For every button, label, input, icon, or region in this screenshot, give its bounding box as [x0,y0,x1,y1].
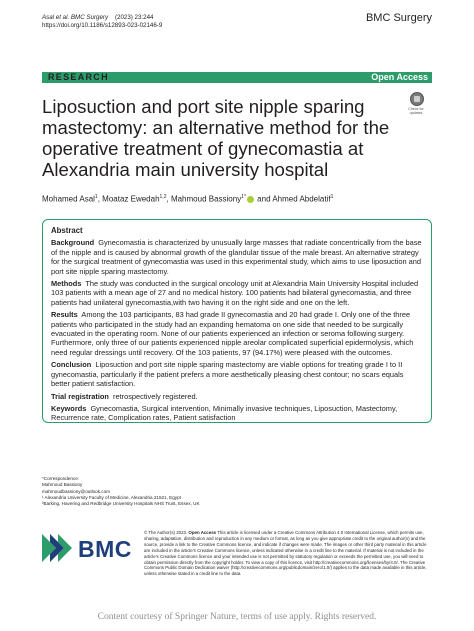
author-list: Mohamed Asal$^1$, Moataz Ewedah$^{1,2}$, Mahmoud Bassiony$^{1*}$ and Ahmed Abdelatif$^1$ [42,194,334,204]
affiliation-1: ¹ Alexandria University Faculty of Medicine, Alexandria 21521, Egypt [42,494,181,500]
section-label: Methods [51,279,82,289]
abstract-methods [51,279,423,307]
abstract-conclusion [51,360,423,388]
abstract-heading: Abstract [51,226,83,235]
section-label: Conclusion [51,360,92,370]
section-label: Results [51,310,78,320]
journal-name: BMC Surgery [365,12,432,24]
article-title: Liposuction and port site nipple sparing mastectomy: an alternative method for the operative treatment of gynecomastia at Alexandria main university hospital [42,96,390,180]
abstract-keywords [51,404,423,423]
courtesy-notice: Content courtesy of Springer Nature, terms of use apply. Rights reserved. [97,612,377,622]
affiliation-2: ²Barking, Havering and Redbridge University Hospitals NHS Trust, Essex, UK [42,501,200,507]
citation-authors: Asal et al. [42,14,70,21]
copyright-notice: © The Author(s) 2023. [144,530,188,535]
author-name: Mahmoud Bassiony [170,194,242,204]
doi-link[interactable]: https://doi.org/10.1186/s12893-023-02146-9 [42,22,163,29]
open-access-label: Open Access [371,72,428,82]
crossmark-badge[interactable] [402,92,430,116]
abstract-background [51,238,423,276]
correspondence-email[interactable]: mahmoudbassiony@outlook.com [42,488,110,494]
section-label: Trial registration [51,391,109,401]
article-type-label: RESEARCH [48,72,109,82]
bmc-logo-icon [42,534,74,562]
author-affiliation: 1,2 [159,194,167,200]
section-text: Gynecomastia, Surgical intervention, Minimally invasive techniques, Liposuction, Mastectomy, Recurrence rate, Complication rates, Patient satisfaction [51,403,398,423]
abstract-trial-registration [51,392,423,401]
citation-details: (2023) 23:244 [114,14,154,21]
section-text: Gynecomastia is characterized by unusually large masses that radiate concentrically from the base of the nipple and is caused by abnormal growth of the glandular tissue of the male breast. An alternative strategy for the surgical treatment of gynecomastia was used in this experimental study, which aims to use liposuction and port site nipple sparing mastectomy. [51,238,422,276]
author-affiliation: 1 [330,194,334,200]
section-text: Among the 103 participants, 83 had grade II gynecomastia and 20 had grade I. Only one of the three patients who participated in the study had an expanding hematoma on one side that needed to be surgically evacuated in the operating room. None of our patients experienced an infection or seroma following surgery. Furthermore, only three of our patients experienced nipple areolar complicated superficial epidermolysis, which need regular dressings until recovery. Of the 103 patients, 97 (94.17%) were pleased with the outcomes. [51,310,414,357]
author-affiliation: 1 [94,194,98,200]
bmc-logo [42,532,134,564]
running-header [42,14,162,30]
orcid-icon[interactable] [247,196,254,203]
article-type-banner [42,72,432,83]
and-word: and [257,194,271,204]
section-text: Liposuction and port site nipple sparing mastectomy are viable options for treating grade I to II gynecomastia, particularly if the patient prefers a more aesthetically pleasing chest contour; no scars equals better patient satisfaction. [51,360,404,389]
correspondence-label: *Correspondence: [42,476,80,481]
abstract-results [51,310,423,357]
citation-journal: BMC Surgery [70,14,109,21]
abstract-box [42,219,432,423]
crossmark-label: Check for updates [408,107,424,115]
correspondence-footnotes [42,476,212,507]
open-access-notice: Open Access [188,530,217,535]
crossmark-icon [410,92,424,106]
author-name: Ahmed Abdelatif [272,194,331,204]
section-label: Keywords [51,403,87,413]
author-name: Mohamed Asal [42,194,95,204]
section-text: retrospectively registered. [113,391,198,401]
section-text: The study was conducted in the surgical oncology unit at Alexandria Main University Hospital included 103 patients with a mean age of 27 and no medical history. 100 patients had bilateral gynecomastia, and three patients had unilateral gynecomastia,with two having it on the right side and one on the left. [51,279,419,307]
author-name: Moataz Ewedah [102,194,160,204]
license-statement [144,530,432,577]
citation-line [42,14,162,22]
correspondence-name: Mahmoud Bassiony [42,482,83,488]
license-text: This article is licensed under a Creative Commons Attribution 4.0 International License, which permits use, sharing, adaptation, distribution and reproduction in any medium or format, as long as you give appropriate credit to the original author(s) and the source, provide a link to the Creative Commons licence, and indicate if changes were made. The images or other third party material in this article are included in the article's Creative Commons licence, unless indicated otherwise in a credit line to the material. If material is not included in the article's Creative Commons licence and your intended use is not permitted by statutory regulation or exceeds the permitted use, you will need to obtain permission directly from the copyright holder. To view a copy of this licence, visit http://creativecommons.org/licenses/by/4.0/. The Creative Commons Public Domain Dedication waiver (http://creativecommons.org/publicdomain/zero/1.0/) applies to the data made available in this article, unless otherwise stated in a credit line to the data. [144,530,427,577]
bmc-logo-text: BMC [78,536,132,562]
section-label: Background [51,238,95,248]
author-affiliation: 1* [241,194,246,200]
